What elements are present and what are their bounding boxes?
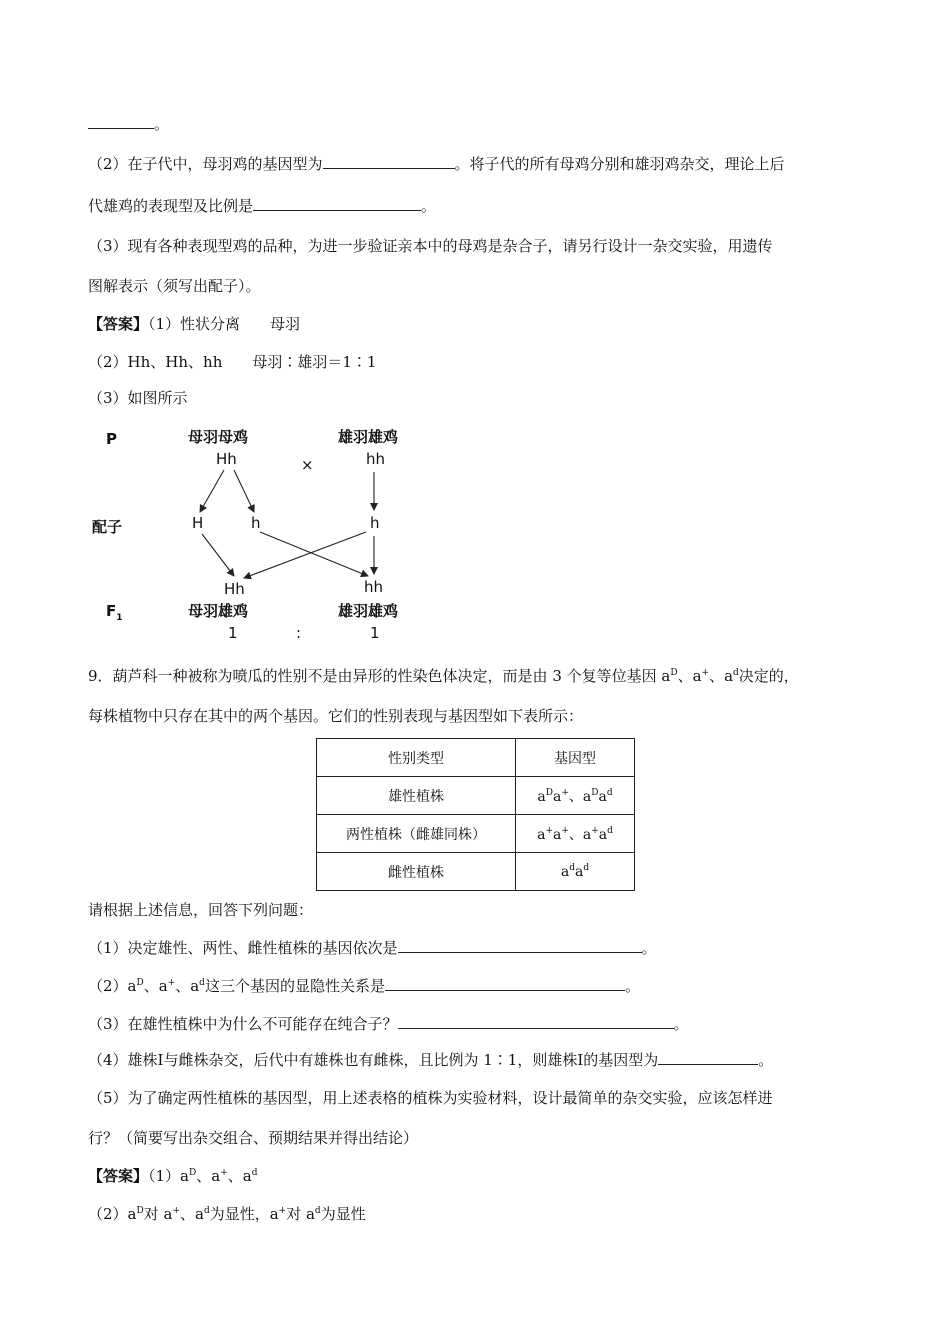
q9-part1: （1）决定雄性、两性、雌性植株的基因依次是 。 (88, 939, 657, 957)
f1-phenotype-2: 雄羽雄鸡 (338, 602, 399, 620)
q8-line-blank (88, 114, 169, 134)
table-cell-genotype: a+a+、$a^+a^d$ (516, 815, 635, 853)
table-cell-type: 雌性植株 (317, 853, 516, 891)
answer-blank (658, 1050, 758, 1065)
genetic-cross-diagram (88, 418, 428, 648)
table-cell-type: 两性植株（雌雄同株） (317, 815, 516, 853)
ratio-separator: : (296, 624, 302, 642)
q8-part2-text-a: （2）在子代中，母羽鸡的基因型为 (88, 155, 323, 173)
gamete-h: h (251, 514, 261, 532)
table-cell-genotype: $a^da^d$ (516, 853, 635, 891)
q9-answer-line2: $(2)a^D$对 a+、$a^d$为显性，a+对 $a^d$为显性 (88, 1205, 366, 1223)
table-row (317, 815, 635, 853)
q9-part5-line2: 行？（简要写出杂交组合、预期结果并得出结论） (88, 1129, 419, 1147)
ratio-2: 1 (370, 624, 380, 642)
q8-part3-line1: （3）现有各种表现型鸡的品种，为进一步验证亲本中的母鸡是杂合子，请另行设计一杂交实验，用遗传 (88, 237, 773, 255)
q9-part2: $(2)a^D$、a+、$a^d$这三个基因的显隐性关系是 。 (88, 977, 640, 995)
table-cell-genotype: $a^Da^+$、$a^Da^d$ (516, 777, 635, 815)
q8-answer1: （1）性状分离 母羽 (148, 315, 301, 333)
q9-part3: （3）在雄性植株中为什么不可能存在纯合子？ 。 (88, 1015, 689, 1033)
q8-part2-text-b: 。将子代的所有母鸡分别和雄羽鸡杂交，理论上后 (454, 155, 785, 173)
parent2-genotype: hh (366, 450, 386, 468)
arrow-hh-to-h (234, 470, 254, 512)
answer-blank (398, 938, 642, 953)
q9-answer-line1: 【答案】$(1)a^D$、a+、$a^d$ (88, 1167, 258, 1185)
q9-intro-line1: 9．葫芦科一种被称为喷瓜的性别不是由异形的性染色体决定，而是由 3 个复等位基因 $a^D$、a+、$a^d$决定的， (88, 667, 799, 685)
table-cell-type: 雄性植株 (317, 777, 516, 815)
answer-blank (398, 1014, 674, 1029)
ratio-1: 1 (228, 624, 238, 642)
answer-blank (88, 114, 154, 129)
q9-part4: （4）雄株Ⅰ与雌株杂交，后代中有雄株也有雌株，且比例为 1∶1，则雄株Ⅰ的基因型为 。 (88, 1051, 774, 1069)
q9-intro-line2: 每株植物中只存在其中的两个基因。它们的性别表现与基因型如下表所示： (88, 707, 584, 725)
f1-label: $F_1$ (106, 602, 123, 623)
answer-blank (323, 154, 455, 169)
table-header-row (317, 739, 635, 777)
arrow-h-to-hh (260, 532, 368, 576)
answer-blank (385, 976, 625, 991)
arrow-H-to-Hh (202, 534, 234, 576)
q8-line0-tail: 。 (154, 115, 170, 133)
parent1-phenotype: 母羽母鸡 (188, 428, 249, 446)
q8-part2-line1 (88, 154, 785, 174)
table-row (317, 777, 635, 815)
gamete-label: 配子 (92, 518, 123, 536)
gamete-H: H (192, 514, 204, 532)
gamete-h-male: h (370, 514, 380, 532)
q8-answer-line3: （3）如图所示 (88, 389, 188, 407)
genotype-table (316, 738, 635, 891)
arrow-hh-to-H (200, 470, 224, 512)
q8-part2-tail: 。 (421, 197, 437, 215)
q8-answer-line2: （2）Hh、Hh、hh 母羽∶雄羽＝1∶1 (88, 353, 377, 371)
table-row (317, 853, 635, 891)
answer-label: 【答案】 (88, 315, 149, 333)
f1-phenotype-1: 母羽雄鸡 (188, 602, 249, 620)
parent1-genotype: Hh (216, 450, 237, 468)
f1-genotype-hh: hh (364, 578, 384, 596)
table-header-cell: 性别类型 (317, 739, 516, 777)
answer-blank (253, 196, 421, 211)
parent2-phenotype: 雄羽雄鸡 (338, 428, 399, 446)
answer-label: 【答案】 (88, 1167, 149, 1185)
q8-part2-text-c: 代雄鸡的表现型及比例是 (88, 197, 254, 215)
p-label: P (106, 430, 117, 448)
q8-part3-line2: 图解表示（须写出配子）。 (88, 277, 261, 295)
q9-prompt: 请根据上述信息，回答下列问题： (88, 901, 314, 919)
f1-genotype-Hh: Hh (224, 580, 245, 598)
q8-answer-line1 (88, 314, 300, 334)
arrow-h2-to-Hh (244, 532, 366, 578)
q9-part5-line1: （5）为了确定两性植株的基因型，用上述表格的植株为实验材料，设计最简单的杂交实验，应该怎样进 (88, 1089, 773, 1107)
cross-symbol: × (301, 456, 314, 474)
table-header-cell: 基因型 (516, 739, 635, 777)
q8-part2-line2 (88, 196, 436, 216)
